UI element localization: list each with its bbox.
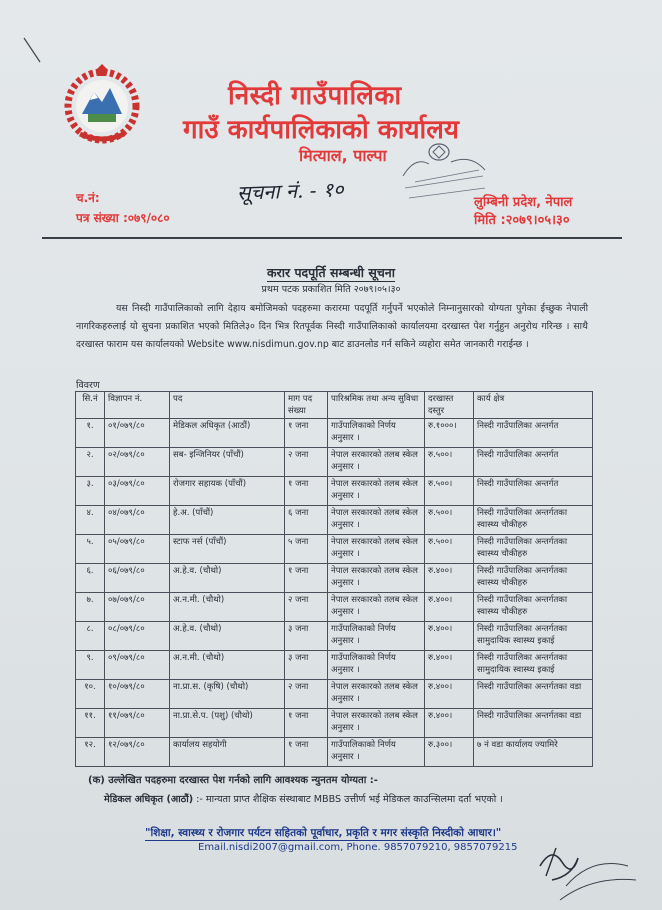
cell-fee: रु.४००।	[425, 622, 474, 651]
requirements-heading: (क) उल्लेखित पदहरुमा दरखास्त पेश गर्नको लागि आवश्यक न्युनतम योग्यता :-	[88, 775, 378, 786]
cell-count: १ जना	[285, 564, 328, 593]
medical-officer-requirement	[104, 792, 503, 805]
cell-sn: २.	[76, 448, 105, 477]
cell-salary: नेपाल सरकारको तलब स्केल अनुसार ।	[328, 593, 425, 622]
table-row	[76, 651, 593, 680]
cell-count: ३ जना	[285, 622, 328, 651]
table-row	[76, 564, 593, 593]
cell-post: ना.प्रा.स. (कृषि) (चौथो)	[170, 680, 285, 709]
cell-count: ५ जना	[285, 535, 328, 564]
letter-date: मिति :२०७९।०५।३०	[474, 213, 570, 228]
cell-work-area: निस्दी गाउँपालिका अन्तर्गतका वडा	[474, 680, 593, 709]
cell-count: ६ जना	[285, 506, 328, 535]
cell-salary: गाउँपालिकाको निर्णय अनुसार ।	[328, 651, 425, 680]
cell-sn: १०.	[76, 680, 105, 709]
notice-title-text: करार पदपूर्ति सम्बन्धी सूचना	[267, 265, 395, 280]
cell-salary: नेपाल सरकारको तलब स्केल अनुसार ।	[328, 564, 425, 593]
cell-ad-number: ०९/०७९/८०	[105, 651, 170, 680]
table-row	[76, 506, 593, 535]
col-post: पद	[170, 392, 285, 419]
cell-ad-number: ०६/०७९/८०	[105, 564, 170, 593]
municipality-name: निस्दी गाउँपालिका	[228, 81, 402, 111]
cell-count: १ जना	[285, 738, 328, 767]
cell-ad-number: ०१/०७९/८०	[105, 419, 170, 448]
notice-title	[0, 264, 662, 281]
cell-post: सब- इन्जिनियर (पाँचौं)	[170, 448, 285, 477]
cell-sn: ११.	[76, 709, 105, 738]
col-fee: दरखास्त दस्तुर	[425, 392, 474, 419]
cell-post: कार्यालय सहयोगी	[170, 738, 285, 767]
cell-count: ३ जना	[285, 651, 328, 680]
cell-salary: गाउँपालिकाको निर्णय अनुसार ।	[328, 419, 425, 448]
cell-ad-number: १२/०७९/८०	[105, 738, 170, 767]
table-row	[76, 448, 593, 477]
cell-work-area: ७ नं वडा कार्यालय ज्यामिरे	[474, 738, 593, 767]
col-count: माग पद संख्या	[285, 392, 328, 419]
cell-post: स्टाफ नर्स (पाँचौं)	[170, 535, 285, 564]
cell-work-area: निस्दी गाउँपालिका अन्तर्गतका स्वास्थ्य चौकीहरु	[474, 535, 593, 564]
footer-contact: Email.nisdi2007@gmail.com, Phone. 9857079210, 9857079215	[198, 842, 518, 853]
cell-count: १ जना	[285, 477, 328, 506]
cell-fee: रु.३००।	[425, 738, 474, 767]
cell-fee: रु.५००।	[425, 535, 474, 564]
medical-officer-text: :- मान्यता प्राप्त शैक्षिक संस्थाबाट MBBS उत्तीर्ण भई मेडिकल काउन्सिलमा दर्ता भएको ।	[196, 794, 503, 805]
cell-work-area: निस्दी गाउँपालिका अन्तर्गत	[474, 477, 593, 506]
cell-work-area: निस्दी गाउँपालिका अन्तर्गतका सामुदायिक स्वास्थ्य इकाई	[474, 651, 593, 680]
cell-work-area: निस्दी गाउँपालिका अन्तर्गतका स्वास्थ्य चौकीहरु	[474, 564, 593, 593]
table-body	[76, 419, 593, 767]
notice-paragraph: यस निस्दी गाउँपालिकाको लागि देहाय बमोजिमको पदहरुमा करारमा पदपूर्ति गर्नुपर्ने भएकोले निम्नानुसारको योग्यता पुगेका ईच्छुक नेपाली नागरिकहरुलाई यो सुचना प्रकाशित भएको मितिले३० दिन भित्र रितपूर्वक निस्दी गाउँपालिकाको कार्यालयमा दरखास्त पेश गर्नुहुन अनुरोध गरिन्छ । साथै दरखास्त फाराम यस कार्यालयको Website www.nisdimun.gov.np बाट डाउनलोड गर्न सकिने व्यहोरा समेत जानकारी गराईन्छ ।	[76, 303, 588, 350]
table-header-row	[76, 392, 593, 419]
table-row	[76, 622, 593, 651]
cell-salary: नेपाल सरकारको तलब स्केल अनुसार ।	[328, 506, 425, 535]
table-row	[76, 738, 593, 767]
details-label: विवरण	[76, 380, 100, 391]
pen-mark-icon	[22, 36, 42, 64]
cell-post: अ.न.मी. (चौथो)	[170, 593, 285, 622]
cell-ad-number: १०/०७९/८०	[105, 680, 170, 709]
cell-ad-number: ०८/०७९/८०	[105, 622, 170, 651]
dispatch-number-label: च.नं:	[76, 191, 100, 205]
cell-work-area: निस्दी गाउँपालिका अन्तर्गतका स्वास्थ्य चौकीहरु	[474, 593, 593, 622]
office-address: मित्याल, पाल्पा	[299, 146, 387, 165]
cell-count: २ जना	[285, 593, 328, 622]
cell-salary: नेपाल सरकारको तलब स्केल अनुसार ।	[328, 448, 425, 477]
cell-ad-number: ०४/०७९/८०	[105, 506, 170, 535]
province-name: लुम्बिनी प्रदेश, नेपाल	[474, 195, 573, 210]
office-name: गाउँ कार्यपालिकाको कार्यालय	[183, 115, 459, 145]
cell-sn: ९.	[76, 651, 105, 680]
cell-count: २ जना	[285, 448, 328, 477]
table-row	[76, 419, 593, 448]
cell-fee: रु.४००।	[425, 680, 474, 709]
cell-post: मेडिकल अधिकृत (आठौं)	[170, 419, 285, 448]
cell-salary: गाउँपालिकाको निर्णय अनुसार ।	[328, 738, 425, 767]
cell-count: १ जना	[285, 709, 328, 738]
cell-sn: १२.	[76, 738, 105, 767]
cell-ad-number: ११/०७९/८०	[105, 709, 170, 738]
cell-salary: गाउँपालिकाको निर्णय अनुसार ।	[328, 622, 425, 651]
signature-icon	[532, 836, 642, 906]
cell-salary: नेपाल सरकारको तलब स्केल अनुसार ।	[328, 535, 425, 564]
cell-post: अ.न.मी. (चौथो)	[170, 651, 285, 680]
cell-fee: रु.४००।	[425, 651, 474, 680]
cell-sn: ५.	[76, 535, 105, 564]
cell-ad-number: ०७/०७९/८०	[105, 593, 170, 622]
header-divider	[42, 237, 622, 239]
vacancy-table	[75, 391, 593, 767]
handwritten-reference: सूचना नं. - १०	[236, 177, 344, 205]
cell-sn: १.	[76, 419, 105, 448]
cell-sn: ८.	[76, 622, 105, 651]
cell-count: २ जना	[285, 680, 328, 709]
cell-post: रोजगार सहायक (पाँचौं)	[170, 477, 285, 506]
cell-ad-number: ०५/०७९/८०	[105, 535, 170, 564]
cell-work-area: निस्दी गाउँपालिका अन्तर्गतका वडा	[474, 709, 593, 738]
cell-sn: ४.	[76, 506, 105, 535]
cell-count: १ जना	[285, 419, 328, 448]
cell-salary: नेपाल सरकारको तलब स्केल अनुसार ।	[328, 680, 425, 709]
cell-salary: नेपाल सरकारको तलब स्केल अनुसार ।	[328, 477, 425, 506]
cell-sn: ३.	[76, 477, 105, 506]
cell-sn: ६.	[76, 564, 105, 593]
letter-number: पत्र संख्या :०७९/०८०	[76, 211, 170, 225]
footer-slogan: "शिक्षा, स्वास्थ्य र रोजगार पर्यटन सहितको पूर्वाधार, प्रकृति र मगर संस्कृति निस्दीको आधार।"	[145, 827, 502, 839]
col-work-area: कार्य क्षेत्र	[474, 392, 593, 419]
cell-salary: नेपाल सरकारको तलब स्केल अनुसार ।	[328, 709, 425, 738]
cell-fee: रु.५००।	[425, 448, 474, 477]
table-row	[76, 680, 593, 709]
cell-work-area: निस्दी गाउँपालिका अन्तर्गत	[474, 419, 593, 448]
cell-work-area: निस्दी गाउँपालिका अन्तर्गतका सामुदायिक स्वास्थ्य इकाई	[474, 622, 593, 651]
notice-subtitle: प्रथम पटक प्रकाशित मिति २०७९।०५।३०	[261, 284, 401, 295]
cell-fee: रु.५००।	[425, 506, 474, 535]
table-row	[76, 709, 593, 738]
cell-post: ना.प्रा.से.प. (पशु) (चौथो)	[170, 709, 285, 738]
cell-post: हे.अ. (पाँचौं)	[170, 506, 285, 535]
cell-fee: रु.४००।	[425, 709, 474, 738]
cell-ad-number: ०३/०७९/८०	[105, 477, 170, 506]
cell-work-area: निस्दी गाउँपालिका अन्तर्गत	[474, 448, 593, 477]
cell-post: अ.हे.व. (चौथो)	[170, 564, 285, 593]
col-sn: सि.नं	[76, 392, 105, 419]
table-row	[76, 593, 593, 622]
cell-work-area: निस्दी गाउँपालिका अन्तर्गतका स्वास्थ्य चौकीहरु	[474, 506, 593, 535]
cell-post: अ.हे.व. (चौथो)	[170, 622, 285, 651]
col-salary: पारिश्रमिक तथा अन्य सुविधा	[328, 392, 425, 419]
medical-officer-label: मेडिकल अधिकृत (आठौं)	[104, 794, 194, 805]
cell-fee: रु.४००।	[425, 564, 474, 593]
table-row	[76, 535, 593, 564]
table-row	[76, 477, 593, 506]
cell-fee: रु.४००।	[425, 593, 474, 622]
nepal-emblem-icon	[60, 62, 144, 146]
cell-fee: रु.५००।	[425, 477, 474, 506]
cell-sn: ७.	[76, 593, 105, 622]
col-ad-number: विज्ञापन नं.	[105, 392, 170, 419]
cell-ad-number: ०२/०७९/८०	[105, 448, 170, 477]
cell-fee: रु.१०००।	[425, 419, 474, 448]
